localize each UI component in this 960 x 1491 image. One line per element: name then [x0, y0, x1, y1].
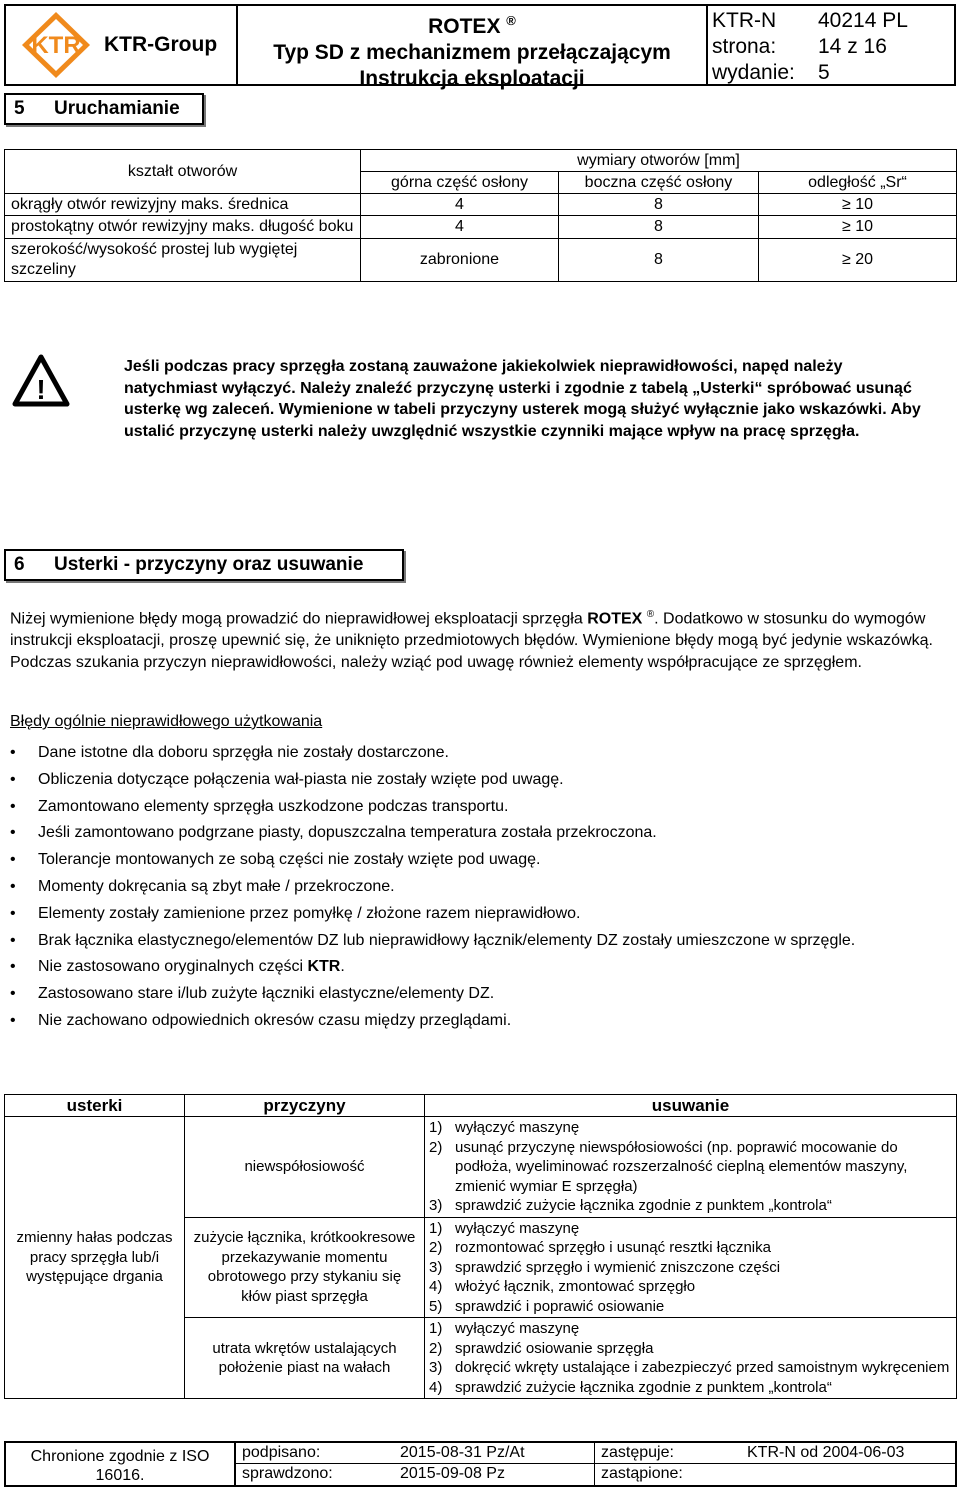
fix-cell: 1) wyłączyć maszynę 2) sprawdzić osiowanie sprzęgła 3) dokręcić wkręty ustalające i zabezpieczyć przed samoistnym wykręceniem 4) sprawdzić zużycie łącznika zgodnie z punktem „kontrola“	[425, 1318, 957, 1399]
table-row	[5, 1117, 957, 1218]
cause-header: przyczyny	[185, 1095, 425, 1117]
table-row: prostokątny otwór rewizyjny maks. długość boku 4 8 ≥ 10	[5, 216, 957, 239]
checked-label: sprawdzono:	[242, 1465, 333, 1482]
list-item: • Nie zachowano odpowiednich okresów czasu między przeglądami.	[10, 1010, 940, 1032]
company-block	[6, 6, 238, 84]
protection-note: Chronione zgodnie z ISO 16016.	[6, 1443, 236, 1485]
table-row: szerokość/wysokość prostej lub wygiętej szczeliny zabronione 8 ≥ 20	[5, 239, 957, 282]
company-group-name: KTR-Group	[104, 33, 218, 56]
replaces-value: KTR-N od 2004-06-03	[741, 1443, 955, 1464]
document-title-block	[238, 6, 708, 90]
page-header	[4, 4, 956, 90]
checked-value: 2015-09-08 Pz	[400, 1465, 505, 1482]
list-item: • Zamontowano elementy sprzęgła uszkodzone podczas transportu.	[10, 796, 940, 818]
signed-value: 2015-08-31 Pz/At	[394, 1443, 594, 1464]
ktr-logo-icon	[20, 10, 92, 80]
svg-text:KTR: KTR	[31, 32, 81, 59]
section-heading-5: 5 Uruchamianie	[4, 93, 204, 125]
errors-list	[10, 742, 940, 1037]
col-top-header: górna część osłony	[361, 172, 559, 194]
list-item: • Tolerancje montowanych ze sobą części nie zostały wzięte pod uwagę.	[10, 849, 940, 871]
list-item: • Jeśli zamontowano podgrzane piasty, dopuszczalna temperatura została przekroczona.	[10, 822, 940, 844]
fix-cell: 1) wyłączyć maszynę 2) rozmontować sprzęgło i usunąć resztki łącznika 3) sprawdzić sprzęgło i wymienić zniszczone części 4) włożyć łącznik, zmontować sprzęgło 5) sprawdzić i poprawić osiowanie	[425, 1217, 957, 1318]
fix-cell: 1) wyłączyć maszynę 2) usunąć przyczynę niewspółosiowości (np. poprawić mocowanie do podłoża, wyeliminować rozszerzalność cieplną elementów maszyny, zmienić wymiar E sprzęgła) 3) sprawdzić zużycie łącznika zgodnie z punktem „kontrola“	[425, 1117, 957, 1218]
svg-text:!: !	[36, 374, 46, 405]
list-item: • Brak łącznika elastycznego/elementów DZ lub nieprawidłowy łącznik/elementy DZ zostały umieszczone w sprzęgle.	[10, 930, 940, 952]
document-type: Instrukcja eksploatacji	[359, 67, 585, 90]
list-item: • Obliczenia dotyczące połączenia wał-piasta nie zostały wzięte pod uwagę.	[10, 769, 940, 791]
fault-header: usterki	[5, 1095, 185, 1117]
signed-label: podpisano:	[236, 1443, 394, 1464]
col-side-header: boczna część osłony	[559, 172, 759, 194]
replaces-label: zastępuje:	[594, 1443, 741, 1464]
replaced-label: zastąpione:	[594, 1464, 741, 1485]
approval-grid	[236, 1443, 955, 1485]
fault-cell: zmienny hałas podczas pracy sprzęgła lub/i występujące drgania	[5, 1117, 185, 1399]
faults-table	[4, 1094, 957, 1399]
replaced-value	[741, 1464, 955, 1485]
fix-header: usuwanie	[425, 1095, 957, 1117]
document-meta	[708, 6, 954, 84]
table-row: okrągły otwór rewizyjny maks. średnica 4 8 ≥ 10	[5, 194, 957, 216]
list-item: • Elementy zostały zamienione przez pomyłkę / złożone razem nieprawidłowo.	[10, 903, 940, 925]
list-item: • Zastosowano stare i/lub zużyte łączniki elastyczne/elementy DZ.	[10, 983, 940, 1005]
warning-triangle-icon	[12, 353, 70, 409]
product-name: ROTEX ®	[428, 13, 516, 38]
col-dist-header: odległość „Sr“	[759, 172, 957, 194]
dims-header: wymiary otworów [mm]	[361, 150, 957, 172]
product-type: Typ SD z mechanizmem przełączającym	[273, 41, 671, 64]
warning-text: Jeśli podczas pracy sprzęgła zostaną zauważone jakiekolwiek nieprawidłowości, napęd należy natychmiast wyłączyć. Należy znaleźć przyczynę usterki i zgodnie z tabelą „Usterki“ spróbować usunąć usterkę wg zaleceń. Wymienione w tabeli przyczyny usterek mogą służyć wyłącznie jako wskazówki. Aby ustalić przyczynę usterki należy uwzględnić wszystkie czynniki mające wpływ na pracę sprzęgła.	[124, 358, 921, 440]
opening-dimensions-table	[4, 149, 957, 282]
list-item: • Nie zastosowano oryginalnych części KTR.	[10, 956, 940, 978]
errors-heading: Błędy ogólnie nieprawidłowego użytkowania	[10, 713, 323, 730]
list-item: • Dane istotne dla doboru sprzęgła nie zostały dostarczone.	[10, 742, 940, 764]
edition-row: wydanie: 5	[712, 61, 830, 84]
cause-cell: utrata wkrętów ustalających położenie piast na wałach	[185, 1318, 425, 1399]
doc-code-row: KTR-N 40214 PL	[712, 9, 908, 32]
intro-paragraph: Niżej wymienione błędy mogą prowadzić do nieprawidłowej eksploatacji sprzęgła ROTEX ®. Dodatkowo w stosunku do wymogów instrukcji eksploatacji, proszę upewnić się, że uniknięto przedmiotowych błędów. Wymienione błędy mogą być jedynie wskazówką. Podczas szukania przyczyn nieprawidłowości, należy wziąć pod uwagę również elementy współpracujące ze sprzęgłem.	[10, 609, 933, 672]
cause-cell: niewspółosiowość	[185, 1117, 425, 1218]
page-footer	[4, 1441, 957, 1487]
shape-header: kształt otworów	[5, 150, 361, 194]
cause-cell: zużycie łącznika, krótkookresowe przekazywanie momentu obrotowego przy stykaniu się kłów piast sprzęgła	[185, 1217, 425, 1318]
page-row: strona: 14 z 16	[712, 35, 887, 58]
list-item: • Momenty dokręcania są zbyt małe / przekroczone.	[10, 876, 940, 898]
section-heading-6: 6 Usterki - przyczyny oraz usuwanie	[4, 549, 404, 581]
